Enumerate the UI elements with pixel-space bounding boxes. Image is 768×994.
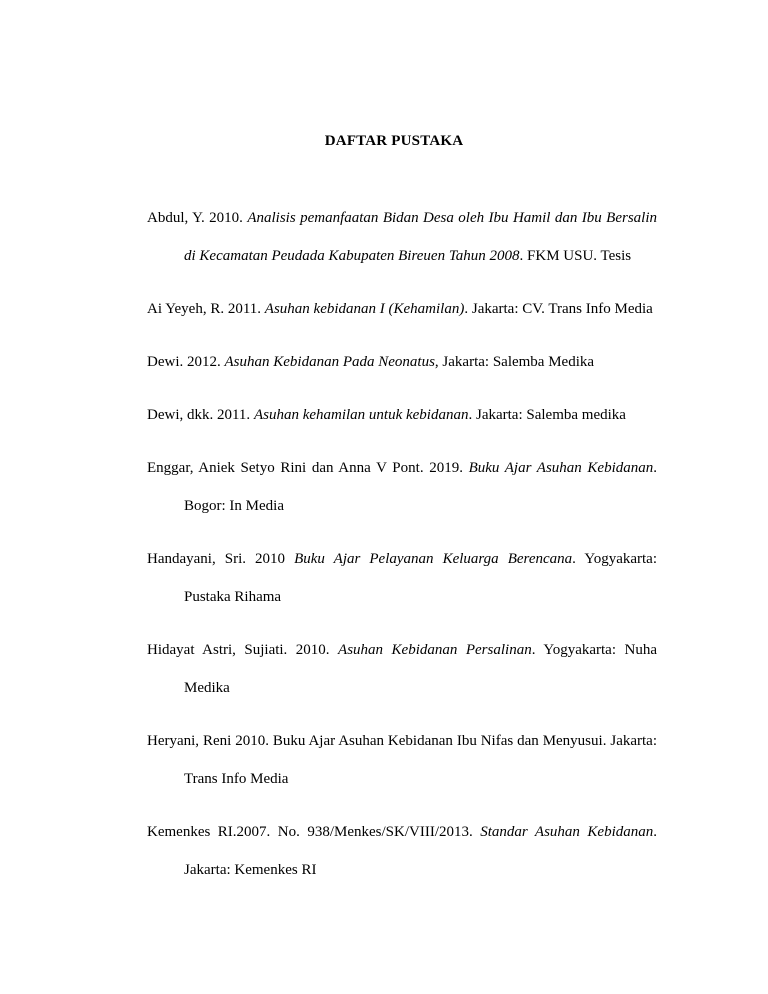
reference-item bbox=[147, 722, 657, 798]
reference-title: Buku Ajar Asuhan Kebidanan bbox=[468, 460, 654, 476]
reference-publisher: . Jakarta: Salemba medika bbox=[468, 407, 626, 423]
reference-item bbox=[147, 396, 657, 434]
reference-item bbox=[147, 540, 657, 616]
reference-author-year: Ai Yeyeh, R. 2011. bbox=[147, 301, 265, 317]
reference-publisher: . Jakarta: Kemenkes RI bbox=[184, 824, 657, 878]
reference-item bbox=[147, 813, 657, 889]
reference-item bbox=[147, 449, 657, 525]
reference-publisher: , Jakarta: Salemba Medika bbox=[434, 354, 595, 370]
reference-publisher: . Jakarta: CV. Trans Info Media bbox=[464, 301, 653, 317]
reference-author-year: Hidayat Astri, Sujiati. 2010. bbox=[147, 642, 339, 658]
reference-author-year: Kemenkes RI.2007. No. 938/Menkes/SK/VIII/2013. bbox=[147, 824, 481, 840]
reference-author-year: Dewi. 2012. bbox=[147, 354, 225, 370]
reference-publisher: . Yogyakarta: Pustaka Rihama bbox=[184, 551, 658, 605]
reference-item bbox=[147, 631, 657, 707]
reference-item bbox=[147, 199, 657, 275]
reference-author-year: Dewi, dkk. 2011. bbox=[147, 407, 254, 423]
reference-title: Asuhan kehamilan untuk kebidanan bbox=[253, 407, 469, 423]
reference-item bbox=[147, 343, 657, 381]
reference-title: Asuhan kebidanan I (Kehamilan) bbox=[264, 301, 465, 317]
reference-title: Asuhan Kebidanan Pada Neonatus bbox=[224, 354, 435, 370]
reference-list bbox=[147, 199, 657, 904]
reference-author-year: Handayani, Sri. 2010 bbox=[147, 551, 295, 567]
page-title: DAFTAR PUSTAKA bbox=[324, 133, 464, 149]
reference-title: Standar Asuhan Kebidanan bbox=[480, 824, 654, 840]
reference-title: Asuhan Kebidanan Persalinan bbox=[338, 642, 532, 658]
reference-title: Analisis pemanfaatan Bidan Desa oleh Ibu Hamil dan Ibu Bersalin di Kecamatan Peudada Kabupaten Bireuen Tahun 2008 bbox=[184, 210, 657, 264]
reference-publisher: . Bogor: In Media bbox=[184, 460, 657, 514]
reference-title: Buku Ajar Pelayanan Keluarga Berencana bbox=[294, 551, 573, 567]
reference-author-year: Heryani, Reni 2010. Buku Ajar Asuhan Kebidanan Ibu Nifas dan Menyusui. Jakarta: Trans Info Media bbox=[147, 733, 657, 787]
reference-author-year: Enggar, Aniek Setyo Rini dan Anna V Pont. 2019. bbox=[147, 460, 469, 476]
reference-author-year: Abdul, Y. 2010. bbox=[147, 210, 248, 226]
reference-item bbox=[147, 290, 657, 328]
reference-publisher: . FKM USU. Tesis bbox=[519, 248, 632, 264]
reference-publisher: . Yogyakarta: Nuha Medika bbox=[184, 642, 657, 696]
